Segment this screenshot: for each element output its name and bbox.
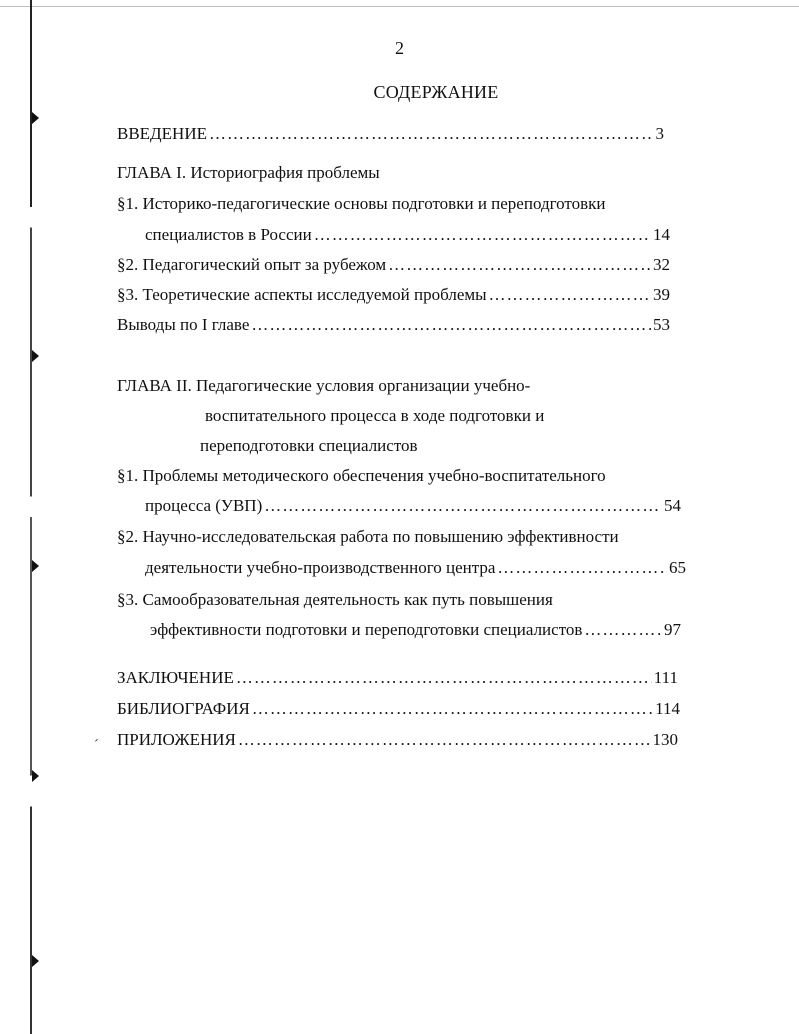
leader-dots — [314, 225, 651, 245]
toc-entry-ch2-s3-line1[interactable]: §3. Самообразовательная деятельность как путь повышения — [117, 590, 553, 609]
chapter-1-heading: ГЛАВА I. Историография проблемы — [117, 163, 380, 182]
toc-entry-ch2-s3[interactable] — [150, 620, 681, 640]
leader-dots — [584, 620, 662, 640]
toc-entry-page: 114 — [655, 699, 680, 718]
toc-entry-page: 3 — [655, 124, 664, 143]
toc-entry-ch2-s1-line1[interactable]: §1. Проблемы методического обеспечения учебно-воспитательного — [117, 466, 606, 485]
toc-entry-ch1-conclusions[interactable] — [117, 315, 670, 335]
toc-entry-ch1-s3[interactable] — [117, 285, 670, 305]
page-number: 2 — [395, 38, 404, 58]
toc-entry-conclusion[interactable] — [117, 668, 678, 688]
leader-dots — [388, 255, 651, 275]
toc-entry-label: §2. Педагогический опыт за рубежом — [117, 255, 387, 274]
toc-entry-ch1-s1-line1[interactable]: §1. Историко-педагогические основы подготовки и переподготовки — [117, 194, 606, 213]
toc-entry-ch2-s2[interactable] — [145, 558, 686, 578]
toc-entry-bibliography[interactable] — [117, 699, 680, 719]
leader-dots — [252, 699, 653, 719]
scan-speck: ˊ — [94, 738, 99, 753]
page-title: СОДЕРЖАНИЕ — [373, 82, 499, 102]
leader-dots — [264, 496, 662, 516]
chapter-2-heading-line3: переподготовки специалистов — [200, 436, 418, 455]
toc-entry-label: ПРИЛОЖЕНИЯ — [117, 730, 236, 749]
scan-mark — [32, 770, 39, 782]
toc-entry-page: 54 — [664, 496, 681, 515]
toc-entry-page: 14 — [653, 225, 670, 244]
toc-entry-ch1-s2[interactable] — [117, 255, 670, 275]
toc-entry-intro[interactable] — [117, 124, 664, 144]
chapter-2-heading-line2: воспитательного процесса в ходе подготовки и — [205, 406, 545, 425]
toc-entry-label: ВВЕДЕНИЕ — [117, 124, 207, 143]
toc-entry-ch1-s1[interactable] — [145, 225, 670, 245]
toc-entry-label: эффективности подготовки и переподготовки специалистов — [150, 620, 583, 639]
toc-entry-page: 111 — [653, 668, 678, 687]
chapter-2-heading-line1: ГЛАВА II. Педагогические условия организации учебно- — [117, 376, 531, 395]
leader-dots — [209, 124, 654, 144]
toc-entry-label: БИБЛИОГРАФИЯ — [117, 699, 250, 718]
scan-mark — [32, 112, 39, 124]
leader-dots — [238, 730, 651, 750]
toc-entry-label: §3. Теоретические аспекты исследуемой проблемы — [117, 285, 487, 304]
scan-mark — [32, 560, 39, 572]
leader-dots — [251, 315, 651, 335]
toc-entry-label: ЗАКЛЮЧЕНИЕ — [117, 668, 234, 687]
toc-entry-label: деятельности учебно-производственного центра — [145, 558, 496, 577]
toc-entry-page: 97 — [664, 620, 681, 639]
leader-dots — [497, 558, 667, 578]
toc-entry-page: 130 — [652, 730, 678, 749]
leader-dots — [489, 285, 651, 305]
leader-dots — [236, 668, 652, 688]
toc-entry-label: процесса (УВП) — [145, 496, 263, 515]
toc-entry-ch2-s2-line1[interactable]: §2. Научно-исследовательская работа по повышению эффективности — [117, 527, 619, 546]
toc-entry-page: 39 — [653, 285, 670, 304]
scan-mark — [32, 350, 39, 362]
toc-entry-label: Выводы по I главе — [117, 315, 250, 334]
toc-entry-page: 53 — [653, 315, 670, 334]
toc-entry-label: специалистов в России — [145, 225, 312, 244]
toc-entry-ch2-s1[interactable] — [145, 496, 681, 516]
scan-mark — [32, 955, 39, 967]
scan-top-edge — [0, 0, 799, 7]
toc-entry-appendices[interactable] — [117, 730, 678, 750]
toc-entry-page: 32 — [653, 255, 670, 274]
scan-left-edge — [30, 0, 32, 1034]
toc-entry-page: 65 — [669, 558, 686, 577]
